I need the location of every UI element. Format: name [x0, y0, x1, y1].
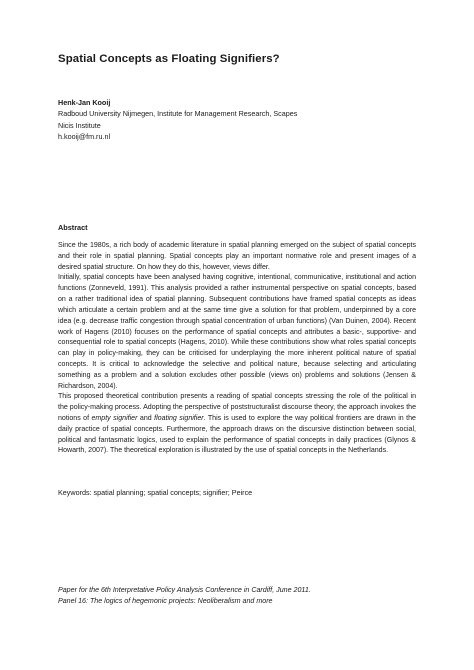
abstract-heading: Abstract	[58, 223, 88, 232]
author-affiliation-2: Nicis Institute	[58, 120, 101, 130]
footer-note	[58, 585, 418, 607]
abstract-body	[58, 241, 416, 457]
paper-title: Spatial Concepts as Floating Signifiers?	[58, 53, 280, 65]
keywords: Keywords: spatial planning; spatial concepts; signifier; Peirce	[58, 488, 253, 497]
footer-line-2: Panel 16: The logics of hegemonic projects: Neoliberalism and more	[58, 597, 273, 606]
italic-term: empty signifier	[91, 415, 138, 422]
italic-term: floating signifier	[154, 415, 204, 422]
author-name: Henk-Jan Kooij	[58, 98, 111, 107]
author-email: h.kooij@fm.ru.nl	[58, 131, 111, 141]
abstract-paragraph-1: Since the 1980s, a rich body of academic literature in spatial planning emerged on the subject of spatial concepts and their role in spatial planning. Spatial concepts play an important normative role and present images of a desired spatial structure. On how they do this, however, views differ.	[58, 242, 416, 271]
footer-line-1: Paper for the 6th Interpretative Policy Analysis Conference in Cardiff, June 2011.	[58, 586, 311, 594]
abstract-paragraph-3-text: This proposed theoretical contribution presents a reading of spatial concepts stressing the role of the political in the policy-making process. Adopting the perspective of poststructuralist discourse theory, the approach invokes the notions of empty signifier and floating signifier. This is used to explore the way political frontiers are drawn in the daily practice of spatial concepts. Furthermore, the approach draws on the discursive distinction between social, political and fantasmatic logics, used to explain the performance of spatial concepts in daily practices (Glynos & Howarth, 2007). The theoretical exploration is illustrated by the use of spatial concepts in the Netherlands.	[58, 393, 416, 455]
author-block	[58, 97, 418, 142]
author-affiliation-1: Radboud University Nijmegen, Institute for Management Research, Scapes	[58, 109, 298, 119]
abstract-paragraph-2: Initially, spatial concepts have been analysed having cognitive, intentional, communicative, institutional and action functions (Zonneveld, 1991). This analysis provided a rather instrumental perspective on spatial concepts, based on a rather traditional idea of spatial planning. Subsequent contributions have framed spatial concepts as ideas which articulate a certain problem and at the same time give a solution for that problem, underpinned by a core idea (e.g. decrease traffic congestion through spatial concentration of urban functions) (Van Duinen, 2004). Recent work of Hagens (2010) focuses on the performance of spatial concepts and attributes a basic-, supportive- and consequential role to spatial concepts (Hagens, 2010). While these contributions show what roles spatial concepts can play in policy-making, they can be criticised for underplaying the more inherent political nature of spatial concepts. It is critical to acknowledge the selective and political nature, because selecting and articulating something as a problem and a solution excludes other possible (views on) problems and solutions (Jensen & Richardson, 2004).	[58, 274, 416, 390]
abstract-paragraph-3	[58, 392, 416, 457]
